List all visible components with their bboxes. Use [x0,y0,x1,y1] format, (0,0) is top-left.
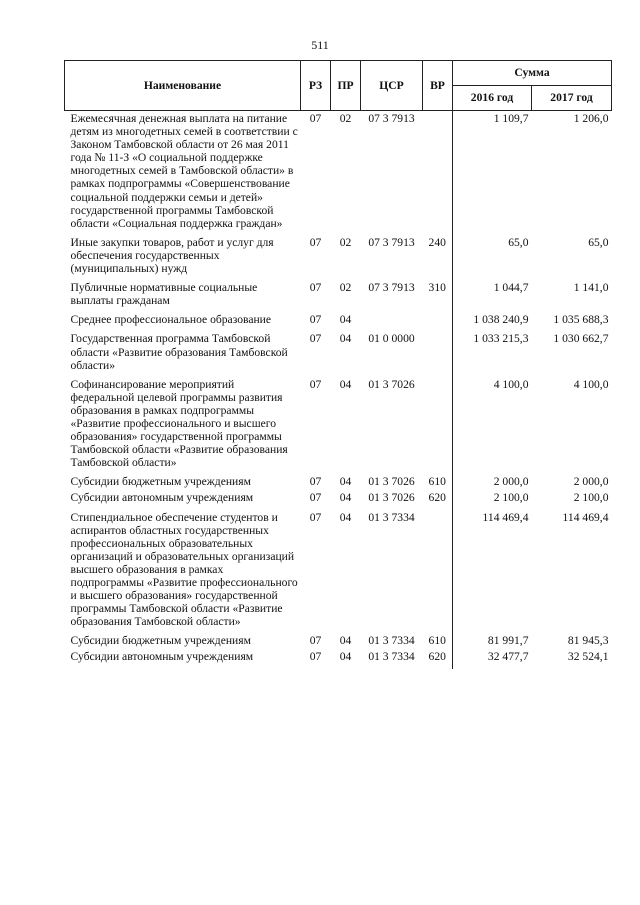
row-sum-2017: 2 100,0 [573,491,609,505]
row-name: Софинансирование мероприятий федеральной целевой программы развития образования в рамках подпрограммы «Развитие профессионального и высшего образования» государственной программы Тамбовской области «Развитие образования Тамбовской области» [70,377,288,470]
row-name: Субсидии автономным учреждениям [70,491,254,505]
table-row [65,312,612,331]
row-vr: 610 [428,634,446,648]
header-pr: ПР [331,61,361,111]
header-2016: 2016 год [453,86,532,111]
row-csr: 01 3 7334 [368,634,415,648]
table-row [65,649,612,668]
table-row [65,280,612,312]
row-pr: 04 [339,377,352,391]
table-row [65,235,612,280]
row-pr: 04 [339,332,352,346]
row-sum-2016: 1 109,7 [453,111,532,235]
row-sum-2017: 4 100,0 [573,377,609,391]
row-pr: 02 [339,281,352,295]
table-row [65,490,612,509]
row-rz: 07 [309,475,322,489]
row-sum-2016: 81 991,7 [453,633,532,649]
row-pr: 04 [339,491,352,505]
row-name: Ежемесячная денежная выплата на питание детям из многодетных семей в соответствии с Законом Тамбовской области от 26 мая 2011 года № 11-З «О социальной поддержке многодетных семей в Тамбовской области» в рамках подпрограммы «Совершенствование социальной поддержки семьи и детей» государственной программы Тамбовской области «Социальная поддержка граждан» [70,112,298,230]
row-name: Публичные нормативные социальные выплаты гражданам [70,281,258,308]
row-rz: 07 [309,332,322,346]
row-csr: 01 3 7334 [368,650,415,664]
row-vr: 620 [428,650,446,664]
row-rz: 07 [309,650,322,664]
row-sum-2016: 1 044,7 [453,280,532,312]
row-name: Среднее профессиональное образование [70,313,272,327]
header-sum: Сумма [453,61,612,86]
row-name: Государственная программа Тамбовской области «Развитие образования Тамбовской области» [70,332,288,372]
row-pr: 04 [339,475,352,489]
row-vr: 310 [428,281,446,295]
header-rz: РЗ [301,61,331,111]
row-sum-2017: 65,0 [588,235,609,249]
row-sum-2017: 1 030 662,7 [553,332,609,346]
table-row [65,633,612,649]
page-number: 511 [311,38,329,52]
row-sum-2017: 1 206,0 [573,112,609,125]
row-vr [423,377,453,475]
table-row [65,331,612,376]
row-rz: 07 [309,235,322,249]
row-sum-2017: 32 524,1 [567,650,609,664]
row-csr: 01 0 0000 [368,332,415,346]
header-2017: 2017 год [532,86,612,111]
table-row [65,510,612,634]
row-sum-2016: 114 469,4 [453,510,532,634]
row-vr [423,111,453,235]
table-row [65,474,612,490]
row-rz: 07 [309,377,322,391]
row-vr: 240 [428,235,446,249]
header-csr: ЦСР [361,61,423,111]
row-vr [423,331,453,376]
row-csr: 01 3 7026 [368,491,415,505]
row-sum-2017: 1 141,0 [573,281,609,295]
row-sum-2017: 1 035 688,3 [553,313,609,327]
row-csr: 01 3 7026 [368,475,415,489]
row-vr: 620 [428,491,446,505]
row-name: Субсидии бюджетным учреждениям [70,634,251,648]
row-sum-2016: 2 000,0 [453,474,532,490]
header-name: Наименование [65,61,301,111]
row-sum-2016: 1 033 215,3 [453,331,532,376]
row-csr: 07 3 7913 [368,112,415,125]
table-row [65,111,612,235]
row-rz: 07 [309,112,322,125]
row-rz: 07 [309,634,322,648]
row-rz: 07 [309,313,322,327]
row-vr: 610 [428,475,446,489]
row-csr: 01 3 7334 [368,510,415,524]
budget-table [64,60,612,669]
row-sum-2016: 65,0 [453,235,532,280]
row-sum-2017: 114 469,4 [562,510,609,524]
header-vr: ВР [423,61,453,111]
row-name: Иные закупки товаров, работ и услуг для обеспечения государственных (муниципальных) нужд [70,235,274,276]
row-vr [423,312,453,331]
row-csr: 01 3 7026 [368,377,415,391]
row-sum-2016: 32 477,7 [453,649,532,668]
row-sum-2017: 81 945,3 [567,634,609,648]
row-rz: 07 [309,281,322,295]
row-pr: 04 [339,313,352,327]
table-body [65,111,612,669]
row-sum-2016: 1 038 240,9 [453,312,532,331]
row-vr [423,510,453,634]
row-name: Субсидии бюджетным учреждениям [70,475,251,489]
table-row [65,377,612,475]
row-name: Субсидии автономным учреждениям [70,650,254,664]
row-rz: 07 [309,510,322,524]
row-pr: 04 [339,634,352,648]
row-pr: 04 [339,650,352,664]
table-header [65,61,612,111]
row-name: Стипендиальное обеспечение студентов и аспирантов областных государственных профессиональных образовательных организаций и образовательных организаций высшего образования в рамках подпрограммы «Развитие профессионального и высшего образования» государственной программы Тамбовской области «Развитие образования Тамбовской области» [70,510,298,629]
row-csr: 07 3 7913 [368,235,415,249]
row-rz: 07 [309,491,322,505]
row-sum-2017: 2 000,0 [573,475,609,489]
row-csr [361,312,423,331]
row-sum-2016: 2 100,0 [453,490,532,509]
row-pr: 04 [339,510,352,524]
row-sum-2016: 4 100,0 [453,377,532,475]
row-pr: 02 [339,112,352,125]
row-pr: 02 [339,235,352,249]
row-csr: 07 3 7913 [368,281,415,295]
